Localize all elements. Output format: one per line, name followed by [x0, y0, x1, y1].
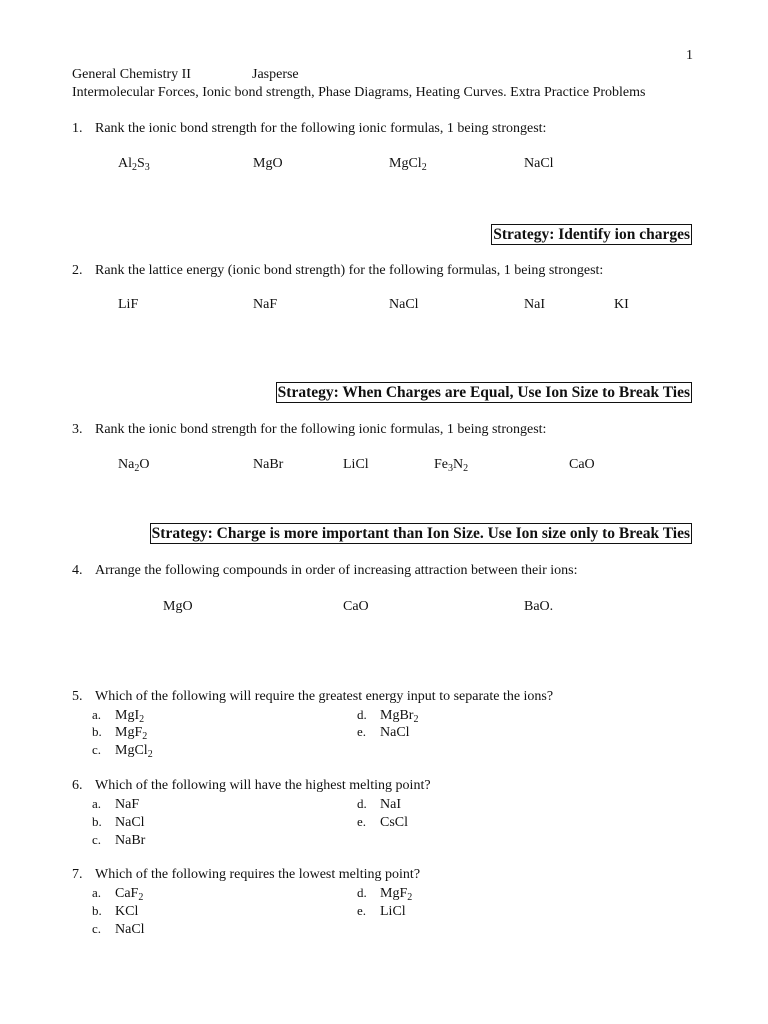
choice-formula: NaI: [380, 797, 401, 812]
formula: MgO: [163, 599, 193, 614]
choice-letter: a.: [92, 796, 102, 811]
question-number: 1.: [72, 121, 83, 136]
choice-formula: MgF$_2$: [380, 886, 413, 903]
formula: NaCl: [524, 156, 554, 171]
formula: LiF: [118, 297, 139, 312]
choice-letter: e.: [357, 724, 367, 739]
question-number: 4.: [72, 563, 83, 578]
choice-letter: d.: [357, 707, 367, 722]
course-title: General Chemistry II: [72, 67, 191, 82]
question-4: [72, 562, 577, 580]
question-7: [72, 866, 420, 884]
question-text: Which of the following will require the greatest energy input to separate the ions?: [95, 689, 554, 704]
answer-choice: [92, 902, 138, 921]
choice-formula: NaCl: [115, 922, 145, 937]
question-5: [72, 688, 553, 706]
answer-choice: [92, 723, 147, 742]
author-name: Jasperse: [252, 67, 299, 82]
choice-letter: c.: [92, 832, 102, 847]
choice-letter: e.: [357, 814, 367, 829]
question-3: [72, 421, 546, 439]
choice-formula: MgF$_2$: [115, 725, 148, 742]
choice-letter: c.: [92, 742, 102, 757]
choice-formula: KCl: [115, 904, 139, 919]
choice-letter: a.: [92, 707, 102, 722]
answer-choice: [92, 920, 145, 939]
question-text: Arrange the following compounds in order of increasing attraction between their ions:: [95, 563, 578, 578]
choice-formula: MgBr$_2$: [380, 708, 419, 725]
choice-formula: NaCl: [115, 815, 145, 830]
answer-choice: [92, 813, 145, 832]
choice-formula: MgCl$_2$: [115, 743, 153, 760]
question-text: Rank the ionic bond strength for the following ionic formulas, 1 being strongest:: [95, 121, 547, 136]
formula: NaBr: [253, 457, 284, 472]
question-2: [72, 262, 603, 280]
choice-formula: CsCl: [380, 815, 409, 830]
choice-letter: d.: [357, 885, 367, 900]
answer-choice: [357, 884, 412, 903]
strategy-box: Strategy: When Charges are Equal, Use Ion Size to Break Ties: [277, 384, 690, 401]
question-1: [72, 120, 546, 138]
choice-letter: e.: [357, 903, 367, 918]
choice-letter: d.: [357, 796, 367, 811]
formula: $Al_2S_3$: [118, 156, 150, 173]
question-6: [72, 777, 431, 795]
choice-formula: LiCl: [380, 904, 406, 919]
answer-choice: [357, 813, 408, 832]
answer-choice: [92, 795, 139, 814]
choice-letter: c.: [92, 921, 102, 936]
question-text: Which of the following requires the lowest melting point?: [95, 867, 421, 882]
formula: NaF: [253, 297, 278, 312]
choice-formula: NaBr: [115, 833, 146, 848]
formula: LiCl: [343, 457, 369, 472]
choice-formula: CaF$_2$: [115, 886, 144, 903]
formula: $Na_2O$: [118, 457, 150, 474]
formula: MgO: [253, 156, 283, 171]
answer-choice: [357, 723, 410, 742]
question-number: 5.: [72, 689, 83, 704]
formula: KI: [614, 297, 629, 312]
question-number: 3.: [72, 422, 83, 437]
document-subtitle: Intermolecular Forces, Ionic bond strength, Phase Diagrams, Heating Curves. Extra Practice Problems: [72, 85, 646, 100]
question-number: 7.: [72, 867, 83, 882]
question-text: Which of the following will have the highest melting point?: [95, 778, 431, 793]
page-number: 1: [686, 48, 693, 63]
answer-choice: [92, 741, 153, 760]
answer-choice: [92, 884, 143, 903]
formula: CaO: [343, 599, 369, 614]
choice-letter: b.: [92, 814, 102, 829]
choice-formula: NaF: [115, 797, 140, 812]
strategy-box: Strategy: Charge is more important than Ion Size. Use Ion size only to Break Ties: [151, 525, 690, 542]
choice-formula: NaCl: [380, 725, 410, 740]
answer-choice: [357, 902, 406, 921]
question-number: 6.: [72, 778, 83, 793]
question-text: Rank the ionic bond strength for the following ionic formulas, 1 being strongest:: [95, 422, 547, 437]
question-text: Rank the lattice energy (ionic bond strength) for the following formulas, 1 being strongest:: [95, 263, 604, 278]
formula: $Fe_3N_2$: [434, 457, 469, 474]
choice-formula: MgI$_2$: [115, 708, 145, 725]
answer-choice: [357, 795, 401, 814]
choice-letter: a.: [92, 885, 102, 900]
formula: MgCl$_2$: [389, 156, 427, 173]
choice-letter: b.: [92, 903, 102, 918]
formula: NaCl: [389, 297, 419, 312]
formula: NaI: [524, 297, 545, 312]
question-number: 2.: [72, 263, 83, 278]
choice-letter: b.: [92, 724, 102, 739]
formula: BaO.: [524, 599, 554, 614]
formula: CaO: [569, 457, 595, 472]
strategy-box: Strategy: Identify ion charges: [493, 226, 690, 243]
answer-choice: [92, 831, 145, 850]
